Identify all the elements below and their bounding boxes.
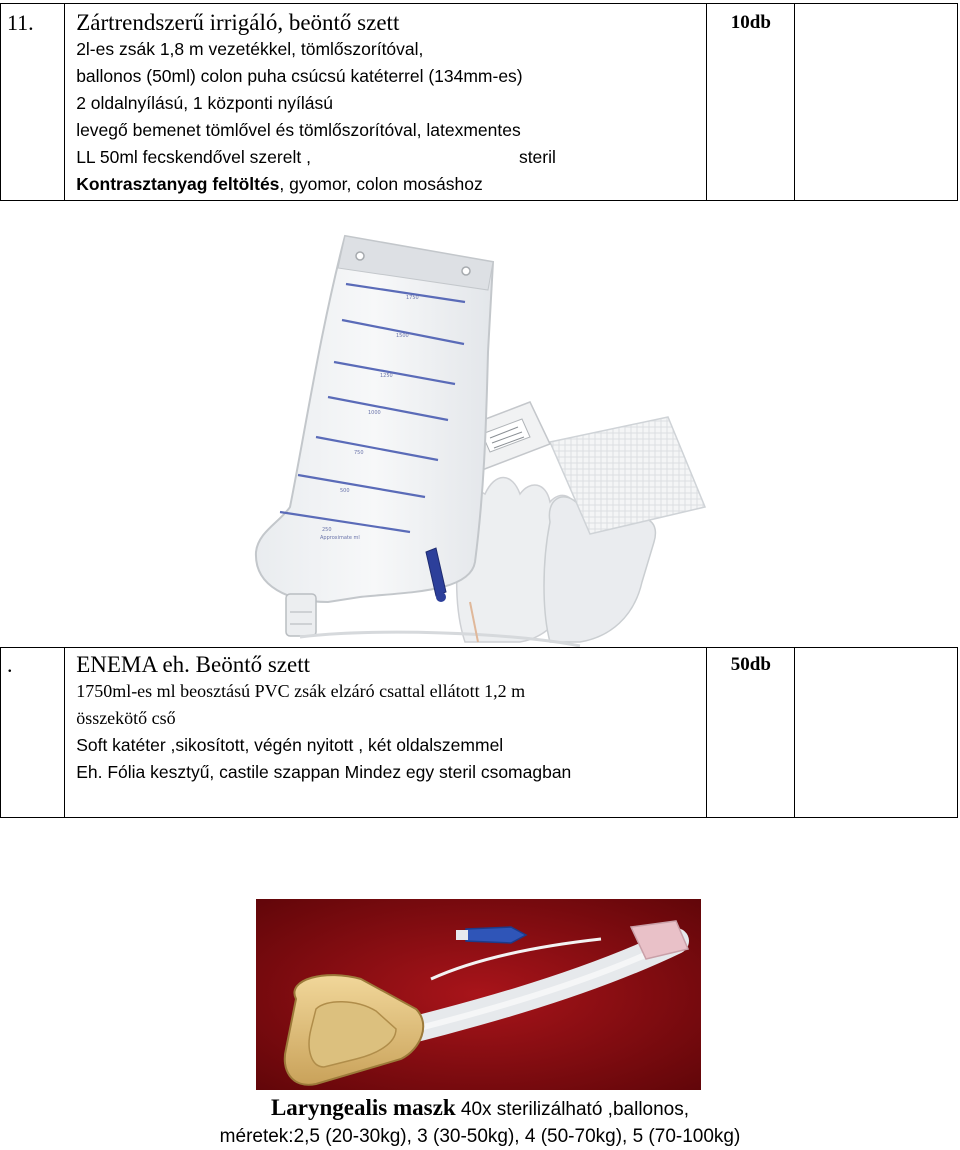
item-11-line-3: 2 oldalnyílású, 1 központi nyílású <box>76 93 334 113</box>
item-11-line-6-bold: Kontrasztanyag feltöltés <box>76 174 280 194</box>
enema-item-line-2: összekötő cső <box>76 708 176 728</box>
enema-item-line-3: Soft katéter ,sikosított, végén nyitott , két oldalszemmel <box>76 735 504 755</box>
item-11-line-6-rest: , gyomor, colon mosáshoz <box>279 174 483 194</box>
enema-item-row <box>1 648 958 818</box>
enema-item-title: ENEMA eh. Beöntő szett <box>76 652 310 677</box>
enema-item-line-4: Eh. Fólia kesztyű, castile szappan Mindez egy steril csomagban <box>76 762 572 782</box>
item-11-line-4: levegő bemenet tömlővel és tömlőszorítóval, latexmentes <box>76 120 521 140</box>
item-11-line-6 <box>76 171 706 198</box>
item-11-line-1: 2l-es zsák 1,8 m vezetékkel, tömlőszorítóval, <box>76 39 424 59</box>
item-11-line-5-right: steril <box>518 147 556 167</box>
item-11-description <box>65 4 707 201</box>
bag-scale-500: 500 <box>340 488 350 494</box>
item-11-title: Zártrendszerű irrigáló, beöntő szett <box>76 10 400 35</box>
item-11-line-5 <box>76 144 706 171</box>
enema-kit-photo <box>250 232 720 648</box>
enema-item-description <box>65 648 707 818</box>
laryngeal-mask-title-rest: 40x sterilizálható ,ballonos, <box>455 1099 690 1120</box>
laryngeal-mask-caption <box>0 1094 960 1124</box>
enema-item-quantity: 50db <box>707 648 795 818</box>
enema-bag-image <box>256 236 493 636</box>
bag-scale-250: 250 <box>322 527 332 533</box>
bag-scale-750: 750 <box>354 450 364 456</box>
item-11-row <box>1 4 958 201</box>
enema-item-number: . <box>1 648 65 818</box>
pilot-valve-image <box>456 927 526 943</box>
item-11-line-2: ballonos (50ml) colon puha csúcsú katéterrel (134mm-es) <box>76 66 523 86</box>
item-11-quantity: 10db <box>707 4 795 201</box>
bag-scale-1000: 1000 <box>368 410 381 416</box>
laryngeal-mask-photo <box>256 899 701 1090</box>
bag-unit-label: Approximate ml <box>320 535 360 541</box>
enema-item-extra-cell <box>795 648 958 818</box>
laryngeal-mask-title: Laryngealis maszk <box>270 1095 456 1120</box>
enema-item-table <box>0 647 958 818</box>
bag-scale-1750: 1750 <box>406 295 419 301</box>
enema-item-line-1: 1750ml-es ml beosztású PVC zsák elzáró csattal ellátott 1,2 m <box>76 681 526 701</box>
item-11-number: 11. <box>1 4 65 201</box>
item-11-line-5-left: LL 50ml fecskendővel szerelt , <box>76 147 311 167</box>
bag-scale-1250: 1250 <box>380 373 393 379</box>
laryngeal-mask-sizes: méretek:2,5 (20-30kg), 3 (30-50kg), 4 (50-70kg), 5 (70-100kg) <box>219 1126 741 1147</box>
item-11-extra-cell <box>795 4 958 201</box>
item-11-table <box>0 3 958 201</box>
bag-scale-1500: 1500 <box>396 333 409 339</box>
